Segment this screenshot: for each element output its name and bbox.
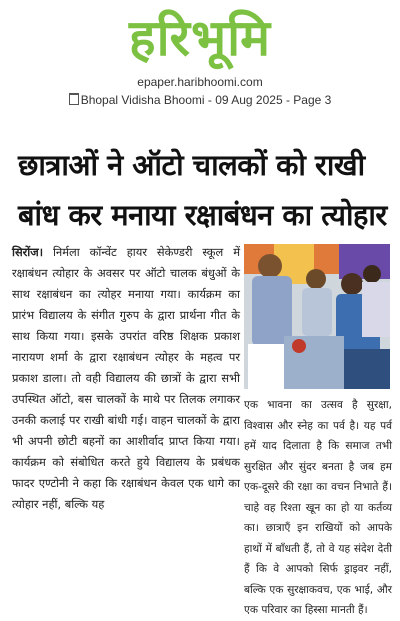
article-headline: छात्राओं ने ऑटो चालकों को राखी बांध कर मनाया रक्षाबंधन का त्योहार [18,148,387,232]
source-url[interactable]: epaper.haribhoomi.com [137,75,263,89]
edition-line [0,92,400,108]
article-photo [244,244,390,389]
newspaper-logo: हरिभूमि [129,9,271,67]
article-body-left-text: निर्मला कॉन्वेंट हायर सेकेण्डरी स्कूल में रक्षाबंधन त्योहार के अवसर पर ऑटो चालक बंधुओं के साथ रक्षाबंधन का त्योहर मनाया गया। कार्यक्रम का प्रारंभ विद्यालय के संगीत गुरुप के द्वारा प्रार्थना गीत के साथ किया गया। इसके उपरांत वरिष्ठ शिक्षक प्रकाश नारायण शर्मा के द्वारा रक्षाबंधन त्योहर के महत्व पर प्रकाश डाला। तो वही विद्यालय की छात्रों के द्वारा सभी उपस्थित ऑटो, बस चालकों के माथे पर तिलक लगाकर उनकी कलाई पर राखी बांधी गई। वाहन चालकों के द्वारा भी अपनी छोटी बहनों का आशीर्वाद प्राप्त किया गया। कार्यक्रम को संबोधित करते हुये विद्यालय के प्रबंधक फादर एण्टोनी ने कहा कि रक्षाबंधन केवल एक धागे का त्योहार नहीं, बल्कि यह [12,245,241,511]
masthead [0,8,400,70]
calendar-icon [69,93,79,105]
edition-text: Bhopal Vidisha Bhoomi - 09 Aug 2025 - Page 3 [80,93,332,107]
article-body-left [12,242,240,515]
article-dateline: सिरोंज। [12,245,44,259]
article-body-right: एक भावना का उत्सव है सुरक्षा, विश्वास और स्नेह का पर्व है। यह पर्व हमें याद दिलाता है कि समाज तभी सुरक्षित और सुंदर बनता है जब हम एक-दूसरे की रक्षा का वचन निभाते हैं। चाहे वह रिश्ता खून का हो या कर्तव्य का। छात्राएँ इन राखियों को आपके हाथों में बाँधती हैं, तो वे यह संदेश देती हैं कि वे आपको सिर्फ ड्राइवर नहीं, बल्कि एक सुरक्षाकवच, एक भाई, और एक परिवार का हिस्सा मानती हैं। [244,399,392,616]
